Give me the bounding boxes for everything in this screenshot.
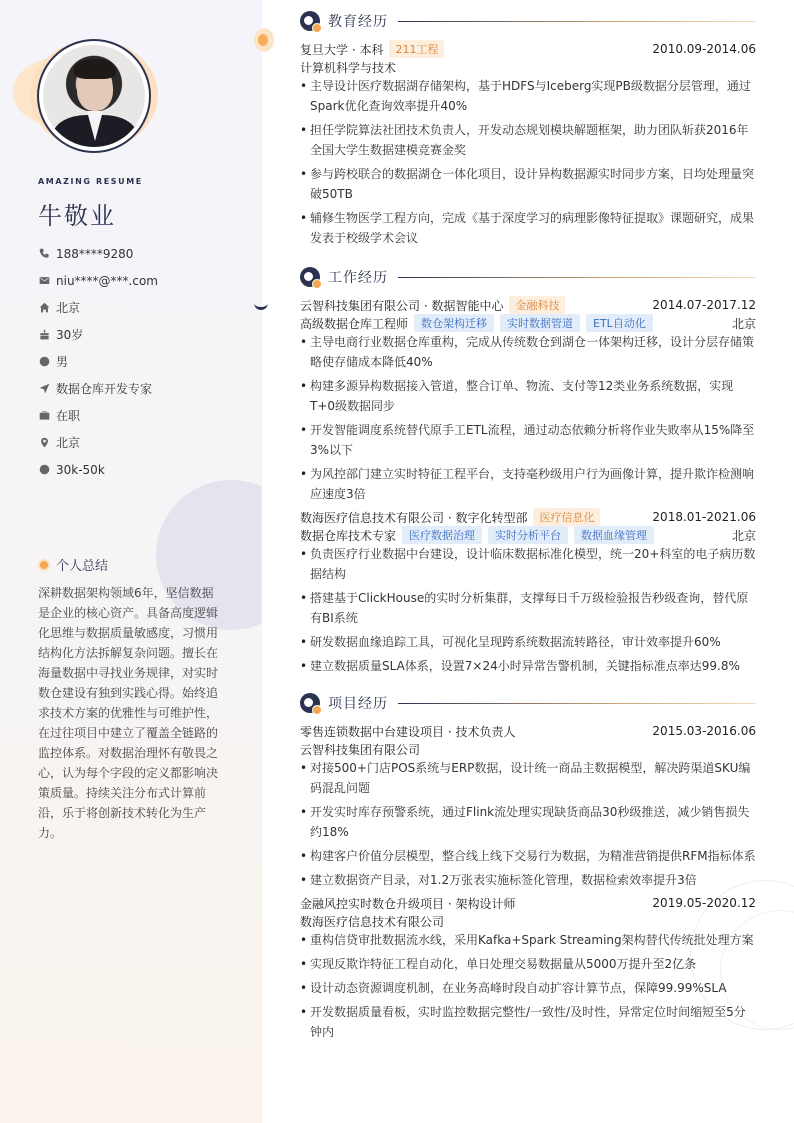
- info-gender: [38, 348, 158, 375]
- date-range: 2018.01-2021.06: [652, 510, 756, 524]
- decorative-dot: [254, 28, 274, 52]
- list-item: • 主导设计医疗数据湖存储架构，基于HDFS与Iceberg实现PB级数据分层管理，通过Spark优化查询效率提升40%: [300, 76, 756, 116]
- list-item: • 对接500+门店POS系统与ERP数据，设计统一商品主数据模型，解决跨渠道SKU编码混乱问题: [300, 758, 756, 798]
- projects-section: [300, 692, 756, 1046]
- candidate-name: 牛敬业: [38, 202, 116, 230]
- project-name: 金融风控实时数仓升级项目 · 架构设计师: [300, 896, 516, 911]
- section-title: 项目经历: [328, 696, 388, 712]
- list-item: • 重构信贷审批数据流水线，采用Kafka+Spark Streaming架构替代传统批处理方案: [300, 930, 756, 950]
- gender-icon: [38, 356, 50, 368]
- info-target-position: [38, 375, 158, 402]
- skill-tag: 实时数据管道: [500, 314, 580, 332]
- list-item: • 构建客户价值分层模型，整合线上线下交易行为数据，为精准营销提供RFM指标体系: [300, 846, 756, 866]
- section-icon: [300, 267, 320, 287]
- summary-heading: [38, 555, 108, 574]
- work-section: [300, 266, 756, 680]
- summary-text: 深耕数据架构领域6年，坚信数据是企业的核心资产。具备高度逻辑化思维与数据质量敏感度，习惯用结构化方法拆解复杂问题。擅长在海量数据中寻找业务规律，对实时数仓建设有独到实践心得。始终追求技术方案的优雅性与可维护性，在过往项目中建立了覆盖全链路的监控体系。对数据治理怀有敬畏之心，认为每个字段的定义都影响决策质量。持续关注分布式计算前沿，乐于将创新技术转化为生产力。: [38, 586, 219, 840]
- job-bullets: [300, 332, 756, 504]
- info-phone: [38, 240, 158, 267]
- divider: [398, 277, 756, 278]
- divider: [398, 703, 756, 704]
- list-item: • 担任学院算法社团技术负责人，开发动态规划模块解题框架，助力团队斩获2016年全国大学生数据建模竞赛金奖: [300, 120, 756, 160]
- company-name: 云智科技集团有限公司 · 数据智能中心: [300, 298, 504, 313]
- list-item: • 开发智能调度系统替代原手工ETL流程，通过动态依赖分析将作业失败率从15%降至3%以下: [300, 420, 756, 460]
- project-bullets: [300, 758, 756, 890]
- skill-tag: 数据血缘管理: [574, 526, 654, 544]
- phone-icon: [38, 248, 50, 260]
- home-icon: [38, 302, 50, 314]
- section-icon: [300, 11, 320, 31]
- section-title: 教育经历: [328, 14, 388, 30]
- divider: [398, 21, 756, 22]
- date-range: 2010.09-2014.06: [652, 42, 756, 56]
- list-item: • 开发实时库存预警系统，通过Flink流处理实现缺货商品30秒级推送，减少销售损失约18%: [300, 802, 756, 842]
- education-header-row: [300, 40, 756, 58]
- education-bullets: [300, 76, 756, 248]
- section-icon: [300, 693, 320, 713]
- date-range: 2014.07-2017.12: [652, 298, 756, 312]
- dot-icon: [38, 559, 50, 571]
- info-email: [38, 267, 158, 294]
- skill-tag: 医疗数据治理: [402, 526, 482, 544]
- position-title: 高级数据仓库工程师: [300, 316, 409, 331]
- skill-tag: ETL自动化: [586, 314, 653, 332]
- list-item: • 开发数据质量看板，实时监控数据完整性/一致性/及时性，异常定位时间缩短至5分钟内: [300, 1002, 756, 1042]
- list-item: • 搭建基于ClickHouse的实时分析集群，支撑每日千万级检验报告秒级查询，替代原有BI系统: [300, 588, 756, 628]
- info-text: niu****@***.com: [56, 273, 158, 288]
- info-text: 男: [56, 355, 69, 369]
- info-status: [38, 402, 158, 429]
- education-section: [300, 10, 756, 252]
- info-text: 30岁: [56, 328, 84, 342]
- company-name: 数海医疗信息技术有限公司 · 数字化转型部: [300, 510, 528, 525]
- list-item: • 建立数据质量SLA体系，设置7×24小时异常告警机制，关键指标准点率达99.8%: [300, 656, 756, 676]
- list-item: • 主导电商行业数据仓库重构，完成从传统数仓到湖仓一体架构迁移，设计分层存储策略使存储成本降低40%: [300, 332, 756, 372]
- avatar: [37, 39, 151, 153]
- job-entry: [300, 508, 756, 676]
- skill-tag: 数仓架构迁移: [414, 314, 494, 332]
- job-city: 北京: [731, 316, 756, 331]
- job-city: 北京: [731, 528, 756, 543]
- send-icon: [38, 383, 50, 395]
- list-item: • 建立数据资产目录，对1.2万张表实施标签化管理，数据检索效率提升3倍: [300, 870, 756, 890]
- job-entry: [300, 296, 756, 504]
- project-bullets: [300, 930, 756, 1042]
- money-icon: [38, 464, 50, 476]
- list-item: • 研发数据血缘追踪工具，可视化呈现跨系统数据流转路径，审计效率提升60%: [300, 632, 756, 652]
- info-text: 数据仓库开发专家: [56, 382, 153, 396]
- list-item: • 设计动态资源调度机制，在业务高峰时段自动扩容计算节点，保障99.99%SLA: [300, 978, 756, 998]
- briefcase-icon: [38, 410, 50, 422]
- project-org: 云智科技集团有限公司: [300, 742, 421, 757]
- section-header: [300, 266, 756, 288]
- summary-title-text: 个人总结: [56, 559, 109, 574]
- date-range: 2019.05-2020.12: [652, 896, 756, 910]
- list-item: • 实现反欺诈特征工程自动化，单日处理交易数据量从5000万提升至2亿条: [300, 954, 756, 974]
- info-text: 北京: [56, 436, 81, 450]
- date-range: 2015.03-2016.06: [652, 724, 756, 738]
- list-item: • 辅修生物医学工程方向，完成《基于深度学习的病理影像特征提取》课题研究，成果发表于校级学术会议: [300, 208, 756, 248]
- list-item: • 构建多源异构数据接入管道，整合订单、物流、支付等12类业务系统数据，实现T+0级数据同步: [300, 376, 756, 416]
- industry-tag: 金融科技: [509, 296, 565, 314]
- project-name: 零售连锁数据中台建设项目 · 技术负责人: [300, 724, 516, 739]
- school-name: 复旦大学 · 本科: [300, 42, 384, 57]
- school-tag: 211工程: [389, 40, 444, 58]
- project-org: 数海医疗信息技术有限公司: [300, 914, 445, 929]
- project-entry: [300, 722, 756, 890]
- info-salary: [38, 456, 158, 483]
- list-item: • 参与跨校联合的数据湖仓一体化项目，设计异构数据源实时同步方案，日均处理量突破50TB: [300, 164, 756, 204]
- avatar-photo: [43, 45, 145, 147]
- list-item: • 为风控部门建立实时特征工程平台，支持毫秒级用户行为画像计算，提升欺诈检测响应速度3倍: [300, 464, 756, 504]
- info-text: 北京: [56, 301, 81, 315]
- section-title: 工作经历: [328, 270, 388, 286]
- skill-tag: 实时分析平台: [488, 526, 568, 544]
- cake-icon: [38, 329, 50, 341]
- industry-tag: 医疗信息化: [533, 508, 600, 526]
- major: 计算机科学与技术: [300, 60, 397, 75]
- location-icon: [38, 437, 50, 449]
- section-header: [300, 692, 756, 714]
- info-age: [38, 321, 158, 348]
- mail-icon: [38, 275, 50, 287]
- section-header: [300, 10, 756, 32]
- info-text: 188****9280: [56, 246, 134, 261]
- list-item: • 负责医疗行业数据中台建设，设计临床数据标准化模型，统一20+科室的电子病历数据结构: [300, 544, 756, 584]
- decorative-arc: [254, 296, 268, 310]
- info-location: [38, 429, 158, 456]
- project-entry: [300, 894, 756, 1042]
- job-bullets: [300, 544, 756, 676]
- contact-info-list: [38, 240, 158, 483]
- sidebar: [0, 0, 262, 1123]
- info-home-city: [38, 294, 158, 321]
- info-text: 30k-50k: [56, 462, 105, 477]
- position-title: 数据仓库技术专家: [300, 528, 397, 543]
- resume-tagline: AMAZING RESUME: [38, 177, 143, 186]
- info-text: 在职: [56, 409, 81, 423]
